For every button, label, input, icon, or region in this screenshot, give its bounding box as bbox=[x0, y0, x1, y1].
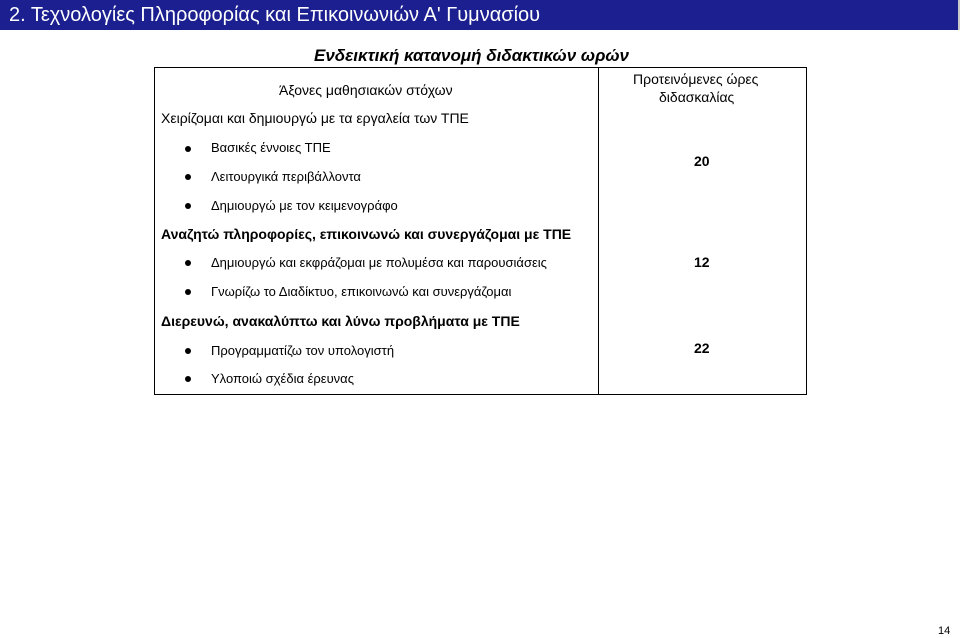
group-heading-1: Χειρίζομαι και δημιουργώ με τα εργαλεία των ΤΠΕ bbox=[161, 110, 469, 126]
group-3-item-1: Προγραμματίζω τον υπολογιστή bbox=[211, 343, 395, 358]
bullet-1-3 bbox=[185, 203, 191, 209]
page-number: 14 bbox=[938, 625, 951, 637]
group-2-item-2: Γνωρίζω το Διαδίκτυο, επικοινωνώ και συνεργάζομαι bbox=[211, 284, 512, 299]
group-3-hours: 22 bbox=[694, 340, 710, 356]
bullet-3-1 bbox=[185, 348, 191, 354]
table-title: Ενδεικτική κατανομή διδακτικών ωρών bbox=[314, 46, 630, 65]
group-2-item-1: Δημιουργώ και εκφράζομαι με πολυμέσα και παρουσιάσεις bbox=[211, 255, 547, 270]
hours-column-header-line1: Προτεινόμενες ώρες bbox=[633, 71, 759, 87]
bullet-1-1 bbox=[185, 146, 191, 152]
group-1-item-1: Βασικές έννοιες ΤΠΕ bbox=[211, 140, 331, 155]
slide-title: 2. Τεχνολογίες Πληροφορίας και Επικοινωνιών Α' Γυμνασίου bbox=[9, 4, 541, 26]
group-1-item-3: Δημιουργώ με τον κειμενογράφο bbox=[211, 198, 398, 213]
group-2-hours: 12 bbox=[694, 254, 710, 270]
hours-table bbox=[154, 67, 807, 395]
bullet-1-2 bbox=[185, 174, 191, 180]
bullet-2-2 bbox=[185, 289, 191, 295]
column-divider bbox=[598, 68, 599, 394]
group-heading-2: Αναζητώ πληροφορίες, επικοινωνώ και συνεργάζομαι με ΤΠΕ bbox=[161, 226, 572, 242]
bullet-2-1 bbox=[185, 260, 191, 266]
axes-column-header: Άξονες μαθησιακών στόχων bbox=[279, 82, 453, 98]
slide-title-bar bbox=[0, 0, 960, 30]
bullet-3-2 bbox=[185, 376, 191, 382]
group-1-hours: 20 bbox=[694, 153, 710, 169]
group-3-item-2: Υλοποιώ σχέδια έρευνας bbox=[211, 371, 354, 386]
group-1-item-2: Λειτουργικά περιβάλλοντα bbox=[211, 169, 361, 184]
hours-column-header-line2: διδασκαλίας bbox=[659, 89, 735, 105]
group-heading-3: Διερευνώ, ανακαλύπτω και λύνω προβλήματα με ΤΠΕ bbox=[161, 313, 520, 329]
